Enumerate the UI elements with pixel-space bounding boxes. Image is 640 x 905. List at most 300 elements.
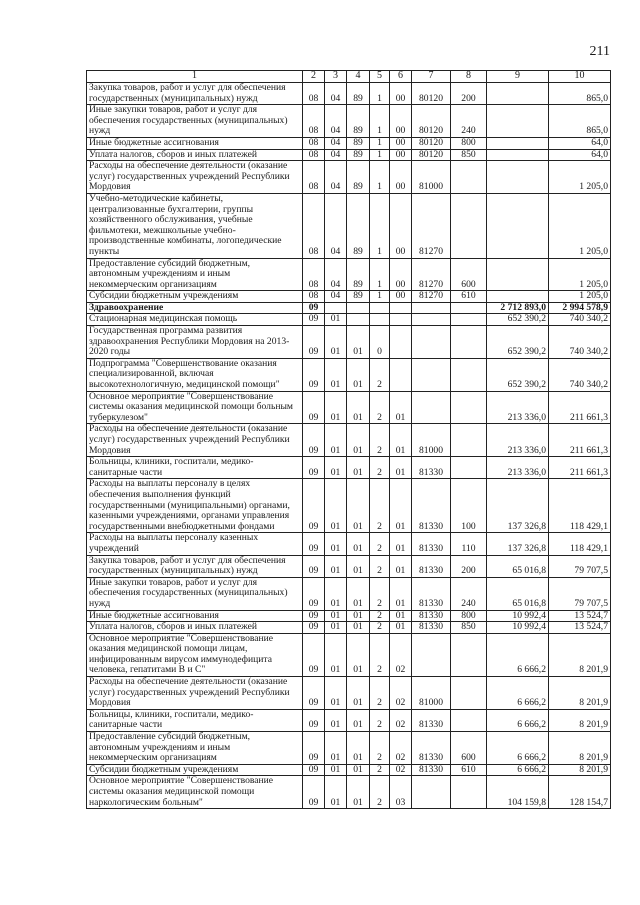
row-activity: 00 [390, 137, 412, 149]
row-program: 01 [347, 326, 370, 359]
row-name: Государственная программа развития здравоохранения Республики Мордовия на 2013-2020 годы [87, 326, 303, 359]
col-header: 5 [370, 71, 390, 83]
row-subprogram: 2 [370, 358, 390, 391]
row-section: 09 [303, 709, 325, 731]
table-row [87, 424, 611, 457]
row-program: 89 [347, 83, 370, 105]
row-activity: 00 [390, 105, 412, 138]
row-direction [412, 302, 451, 314]
row-direction [412, 776, 451, 809]
row-expense-type [451, 709, 487, 731]
row-amount-2019: 213 336,0 [487, 391, 549, 424]
row-subprogram: 2 [370, 677, 390, 710]
row-subsection: 01 [325, 633, 347, 676]
row-name: Уплата налогов, сборов и иных платежей [87, 622, 303, 634]
row-subsection: 04 [325, 258, 347, 291]
row-activity: 00 [390, 258, 412, 291]
table-row [87, 291, 611, 303]
row-section: 09 [303, 479, 325, 533]
col-header: 10 [549, 71, 611, 83]
row-subprogram: 1 [370, 193, 390, 258]
row-subsection: 01 [325, 358, 347, 391]
row-section: 09 [303, 577, 325, 610]
col-header: 4 [347, 71, 370, 83]
row-subsection: 01 [325, 533, 347, 555]
row-amount-2019 [487, 161, 549, 194]
row-expense-type: 800 [451, 610, 487, 622]
row-subsection: 01 [325, 709, 347, 731]
row-expense-type [451, 314, 487, 326]
row-program: 01 [347, 610, 370, 622]
table-row [87, 555, 611, 577]
row-section: 09 [303, 533, 325, 555]
row-amount-2020: 740 340,2 [549, 326, 611, 359]
row-program: 01 [347, 764, 370, 776]
row-name: Больницы, клиники, госпитали, медико-санитарные части [87, 457, 303, 479]
row-subsection: 04 [325, 149, 347, 161]
table-row [87, 161, 611, 194]
table-row [87, 622, 611, 634]
row-name: Расходы на выплаты персоналу в целях обеспечения выполнения функций государственными (муниципальными) органами, казенными учреждениями, органами управления государственными внебюджетными фондами [87, 479, 303, 533]
row-amount-2019: 652 390,2 [487, 314, 549, 326]
table-row [87, 457, 611, 479]
row-subprogram: 1 [370, 83, 390, 105]
row-subsection: 01 [325, 732, 347, 765]
row-name: Уплата налогов, сборов и иных платежей [87, 149, 303, 161]
row-subsection: 04 [325, 161, 347, 194]
row-amount-2020: 1 205,0 [549, 291, 611, 303]
row-section: 09 [303, 358, 325, 391]
row-program: 01 [347, 424, 370, 457]
row-subprogram: 2 [370, 457, 390, 479]
row-amount-2020: 8 201,9 [549, 764, 611, 776]
table-row [87, 149, 611, 161]
row-name: Иные бюджетные ассигнования [87, 610, 303, 622]
row-program: 01 [347, 776, 370, 809]
row-amount-2020: 8 201,9 [549, 732, 611, 765]
table-row [87, 677, 611, 710]
row-activity: 01 [390, 533, 412, 555]
table-row [87, 314, 611, 326]
row-direction: 81270 [412, 291, 451, 303]
row-amount-2019 [487, 137, 549, 149]
col-header: 8 [451, 71, 487, 83]
row-name: Основное мероприятие "Совершенствование системы оказания медицинской помощи больным туберкулезом" [87, 391, 303, 424]
row-name: Учебно-методические кабинеты, централизованные бухгалтерии, группы хозяйственного обслуживания, учебные фильмотеки, межшкольные учебно-производственные комбинаты, логопедические пункты [87, 193, 303, 258]
table-row [87, 479, 611, 533]
row-subsection: 01 [325, 457, 347, 479]
row-subprogram: 2 [370, 764, 390, 776]
row-amount-2020: 211 661,3 [549, 424, 611, 457]
row-amount-2019: 137 326,8 [487, 533, 549, 555]
row-direction: 81000 [412, 424, 451, 457]
row-amount-2020: 8 201,9 [549, 709, 611, 731]
row-amount-2020: 13 524,7 [549, 610, 611, 622]
row-subprogram: 1 [370, 137, 390, 149]
row-amount-2019: 10 992,4 [487, 610, 549, 622]
row-section: 08 [303, 291, 325, 303]
row-expense-type: 100 [451, 479, 487, 533]
row-name: Подпрограмма "Совершенствование оказания специализированной, включая высокотехнологичную, медицинской помощи" [87, 358, 303, 391]
row-amount-2019: 652 390,2 [487, 326, 549, 359]
row-subprogram: 2 [370, 732, 390, 765]
row-expense-type: 110 [451, 533, 487, 555]
row-subprogram: 2 [370, 577, 390, 610]
row-expense-type [451, 302, 487, 314]
row-expense-type [451, 161, 487, 194]
row-amount-2019: 2 712 893,0 [487, 302, 549, 314]
row-subsection: 01 [325, 577, 347, 610]
row-subsection: 04 [325, 291, 347, 303]
table-row [87, 709, 611, 731]
row-amount-2019 [487, 149, 549, 161]
row-subprogram: 2 [370, 610, 390, 622]
row-expense-type: 850 [451, 149, 487, 161]
row-subsection: 01 [325, 326, 347, 359]
row-program: 89 [347, 105, 370, 138]
row-direction: 81330 [412, 709, 451, 731]
row-name: Закупка товаров, работ и услуг для обеспечения государственных (муниципальных) нужд [87, 83, 303, 105]
table-row [87, 258, 611, 291]
row-activity: 01 [390, 610, 412, 622]
row-subprogram [370, 302, 390, 314]
row-subsection [325, 302, 347, 314]
row-activity: 01 [390, 457, 412, 479]
table-row [87, 105, 611, 138]
row-activity: 02 [390, 764, 412, 776]
row-amount-2019: 65 016,8 [487, 555, 549, 577]
row-amount-2020: 118 429,1 [549, 479, 611, 533]
row-activity: 01 [390, 479, 412, 533]
row-expense-type: 240 [451, 105, 487, 138]
row-amount-2020: 211 661,3 [549, 457, 611, 479]
row-name: Иные закупки товаров, работ и услуг для обеспечения государственных (муниципальных) нужд [87, 577, 303, 610]
row-subprogram: 0 [370, 326, 390, 359]
row-section: 09 [303, 424, 325, 457]
table-row [87, 193, 611, 258]
row-subsection: 01 [325, 677, 347, 710]
table-row [87, 137, 611, 149]
row-direction: 81000 [412, 677, 451, 710]
row-amount-2020: 64,0 [549, 149, 611, 161]
row-amount-2020: 211 661,3 [549, 391, 611, 424]
row-program: 01 [347, 732, 370, 765]
row-expense-type: 800 [451, 137, 487, 149]
row-amount-2019: 104 159,8 [487, 776, 549, 809]
row-name: Предоставление субсидий бюджетным, автономным учреждениям и иным некоммерческим организациям [87, 732, 303, 765]
row-amount-2020: 1 205,0 [549, 193, 611, 258]
row-direction: 81270 [412, 193, 451, 258]
row-activity [390, 358, 412, 391]
row-amount-2019 [487, 193, 549, 258]
row-subprogram: 2 [370, 709, 390, 731]
row-section: 08 [303, 137, 325, 149]
row-section: 09 [303, 776, 325, 809]
row-section: 09 [303, 314, 325, 326]
row-expense-type: 200 [451, 83, 487, 105]
row-program: 89 [347, 291, 370, 303]
row-direction: 81330 [412, 479, 451, 533]
row-expense-type: 600 [451, 258, 487, 291]
row-program: 01 [347, 479, 370, 533]
row-program: 01 [347, 457, 370, 479]
row-section: 09 [303, 391, 325, 424]
page-number: 211 [589, 44, 610, 59]
row-amount-2019: 6 666,2 [487, 732, 549, 765]
row-direction [412, 633, 451, 676]
row-section: 09 [303, 732, 325, 765]
row-expense-type: 610 [451, 764, 487, 776]
row-amount-2019 [487, 83, 549, 105]
row-amount-2020: 1 205,0 [549, 258, 611, 291]
row-section: 09 [303, 622, 325, 634]
row-activity [390, 302, 412, 314]
row-subsection: 01 [325, 776, 347, 809]
row-name: Предоставление субсидий бюджетным, автономным учреждениям и иным некоммерческим организациям [87, 258, 303, 291]
row-activity: 02 [390, 677, 412, 710]
row-program: 01 [347, 677, 370, 710]
row-subprogram: 2 [370, 391, 390, 424]
row-name: Субсидии бюджетным учреждениям [87, 291, 303, 303]
row-expense-type [451, 424, 487, 457]
row-amount-2020: 740 340,2 [549, 358, 611, 391]
col-header: 3 [325, 71, 347, 83]
row-expense-type [451, 677, 487, 710]
row-activity: 00 [390, 83, 412, 105]
col-header: 6 [390, 71, 412, 83]
row-amount-2019: 6 666,2 [487, 633, 549, 676]
row-amount-2019 [487, 258, 549, 291]
row-section: 09 [303, 326, 325, 359]
row-subprogram: 1 [370, 105, 390, 138]
row-amount-2019: 10 992,4 [487, 622, 549, 634]
row-amount-2019: 213 336,0 [487, 424, 549, 457]
row-subsection: 01 [325, 764, 347, 776]
row-section: 08 [303, 83, 325, 105]
row-direction: 81330 [412, 732, 451, 765]
row-activity: 01 [390, 555, 412, 577]
row-amount-2019: 213 336,0 [487, 457, 549, 479]
budget-table [86, 70, 611, 809]
row-section: 09 [303, 633, 325, 676]
row-amount-2019: 65 016,8 [487, 577, 549, 610]
row-name: Основное мероприятие "Совершенствование оказания медицинской помощи лицам, инфицированным вирусом иммунодефицита человека, гепатитами В и С" [87, 633, 303, 676]
row-section: 08 [303, 149, 325, 161]
row-expense-type: 610 [451, 291, 487, 303]
row-activity: 01 [390, 424, 412, 457]
row-expense-type [451, 457, 487, 479]
row-program: 89 [347, 149, 370, 161]
row-subsection: 01 [325, 424, 347, 457]
row-name: Иные закупки товаров, работ и услуг для обеспечения государственных (муниципальных) нужд [87, 105, 303, 138]
col-header: 2 [303, 71, 325, 83]
table-row [87, 610, 611, 622]
col-header: 7 [412, 71, 451, 83]
table-row [87, 764, 611, 776]
row-program: 01 [347, 358, 370, 391]
row-activity: 01 [390, 622, 412, 634]
row-direction: 81330 [412, 610, 451, 622]
row-expense-type [451, 391, 487, 424]
row-amount-2019: 6 666,2 [487, 764, 549, 776]
row-direction: 81330 [412, 457, 451, 479]
row-subsection: 04 [325, 137, 347, 149]
row-program: 01 [347, 622, 370, 634]
row-subsection: 04 [325, 105, 347, 138]
row-program: 01 [347, 555, 370, 577]
row-section: 09 [303, 457, 325, 479]
row-name: Субсидии бюджетным учреждениям [87, 764, 303, 776]
row-subsection: 04 [325, 193, 347, 258]
col-header: 9 [487, 71, 549, 83]
row-expense-type [451, 633, 487, 676]
row-activity: 00 [390, 291, 412, 303]
row-program [347, 302, 370, 314]
row-expense-type [451, 358, 487, 391]
row-section: 08 [303, 105, 325, 138]
row-expense-type: 240 [451, 577, 487, 610]
row-activity: 01 [390, 577, 412, 610]
row-expense-type [451, 326, 487, 359]
row-amount-2019: 6 666,2 [487, 709, 549, 731]
row-section: 09 [303, 677, 325, 710]
row-direction: 81330 [412, 555, 451, 577]
row-subprogram: 1 [370, 258, 390, 291]
row-activity: 00 [390, 193, 412, 258]
row-direction [412, 358, 451, 391]
row-program: 01 [347, 709, 370, 731]
row-program: 89 [347, 193, 370, 258]
row-section: 09 [303, 610, 325, 622]
header-row [87, 71, 611, 83]
row-amount-2019: 6 666,2 [487, 677, 549, 710]
row-amount-2020: 2 994 578,9 [549, 302, 611, 314]
row-direction: 80120 [412, 105, 451, 138]
row-section: 09 [303, 302, 325, 314]
col-header: 1 [87, 71, 303, 83]
table-row [87, 577, 611, 610]
row-name: Стационарная медицинская помощь [87, 314, 303, 326]
table-row [87, 326, 611, 359]
row-activity [390, 314, 412, 326]
row-expense-type: 200 [451, 555, 487, 577]
row-amount-2020: 13 524,7 [549, 622, 611, 634]
row-direction: 81270 [412, 258, 451, 291]
row-subsection: 01 [325, 391, 347, 424]
row-direction: 80120 [412, 137, 451, 149]
row-program: 89 [347, 258, 370, 291]
table-row [87, 83, 611, 105]
row-subprogram: 2 [370, 479, 390, 533]
row-amount-2020: 128 154,7 [549, 776, 611, 809]
row-subprogram: 1 [370, 291, 390, 303]
row-direction [412, 326, 451, 359]
row-amount-2020: 865,0 [549, 83, 611, 105]
row-subprogram: 2 [370, 776, 390, 809]
row-amount-2020: 79 707,5 [549, 555, 611, 577]
row-amount-2020: 1 205,0 [549, 161, 611, 194]
row-amount-2020: 118 429,1 [549, 533, 611, 555]
row-subprogram: 2 [370, 424, 390, 457]
row-subsection: 01 [325, 314, 347, 326]
row-amount-2020: 8 201,9 [549, 633, 611, 676]
row-subprogram: 2 [370, 633, 390, 676]
row-program: 01 [347, 633, 370, 676]
row-activity: 02 [390, 633, 412, 676]
row-section: 09 [303, 764, 325, 776]
row-program: 89 [347, 161, 370, 194]
row-activity: 00 [390, 161, 412, 194]
table-row [87, 358, 611, 391]
row-expense-type: 600 [451, 732, 487, 765]
row-amount-2020: 8 201,9 [549, 677, 611, 710]
row-direction: 81330 [412, 533, 451, 555]
row-name: Расходы на обеспечение деятельности (оказание услуг) государственных учреждений Республики Мордовия [87, 424, 303, 457]
row-amount-2020: 79 707,5 [549, 577, 611, 610]
row-program [347, 314, 370, 326]
row-amount-2019: 652 390,2 [487, 358, 549, 391]
row-subsection: 01 [325, 622, 347, 634]
row-direction: 81330 [412, 764, 451, 776]
row-activity: 02 [390, 709, 412, 731]
table-row [87, 391, 611, 424]
table-row [87, 732, 611, 765]
table-row [87, 633, 611, 676]
row-subsection: 01 [325, 610, 347, 622]
row-subprogram: 2 [370, 533, 390, 555]
row-name: Здравоохранение [87, 302, 303, 314]
row-program: 01 [347, 391, 370, 424]
row-expense-type: 850 [451, 622, 487, 634]
row-name: Иные бюджетные ассигнования [87, 137, 303, 149]
row-activity: 01 [390, 391, 412, 424]
row-expense-type [451, 776, 487, 809]
row-name: Больницы, клиники, госпитали, медико-санитарные части [87, 709, 303, 731]
row-name: Основное мероприятие "Совершенствование системы оказания медицинской помощи наркологическим больным" [87, 776, 303, 809]
row-section: 08 [303, 258, 325, 291]
row-activity [390, 326, 412, 359]
table-row [87, 302, 611, 314]
row-amount-2019 [487, 291, 549, 303]
row-subprogram [370, 314, 390, 326]
row-program: 89 [347, 137, 370, 149]
row-name: Расходы на обеспечение деятельности (оказание услуг) государственных учреждений Республики Мордовия [87, 161, 303, 194]
table-row [87, 533, 611, 555]
row-amount-2020: 740 340,2 [549, 314, 611, 326]
row-direction [412, 391, 451, 424]
row-direction: 81330 [412, 622, 451, 634]
row-name: Закупка товаров, работ и услуг для обеспечения государственных (муниципальных) нужд [87, 555, 303, 577]
row-subprogram: 1 [370, 161, 390, 194]
row-activity: 03 [390, 776, 412, 809]
table-row [87, 776, 611, 809]
row-direction [412, 314, 451, 326]
row-subprogram: 2 [370, 555, 390, 577]
row-direction: 80120 [412, 149, 451, 161]
row-section: 09 [303, 555, 325, 577]
row-subsection: 04 [325, 83, 347, 105]
row-subsection: 01 [325, 555, 347, 577]
row-activity: 02 [390, 732, 412, 765]
row-expense-type [451, 193, 487, 258]
row-amount-2019: 137 326,8 [487, 479, 549, 533]
row-activity: 00 [390, 149, 412, 161]
row-name: Расходы на обеспечение деятельности (оказание услуг) государственных учреждений Республики Мордовия [87, 677, 303, 710]
row-program: 01 [347, 533, 370, 555]
row-direction: 81330 [412, 577, 451, 610]
row-direction: 80120 [412, 83, 451, 105]
row-subprogram: 2 [370, 622, 390, 634]
